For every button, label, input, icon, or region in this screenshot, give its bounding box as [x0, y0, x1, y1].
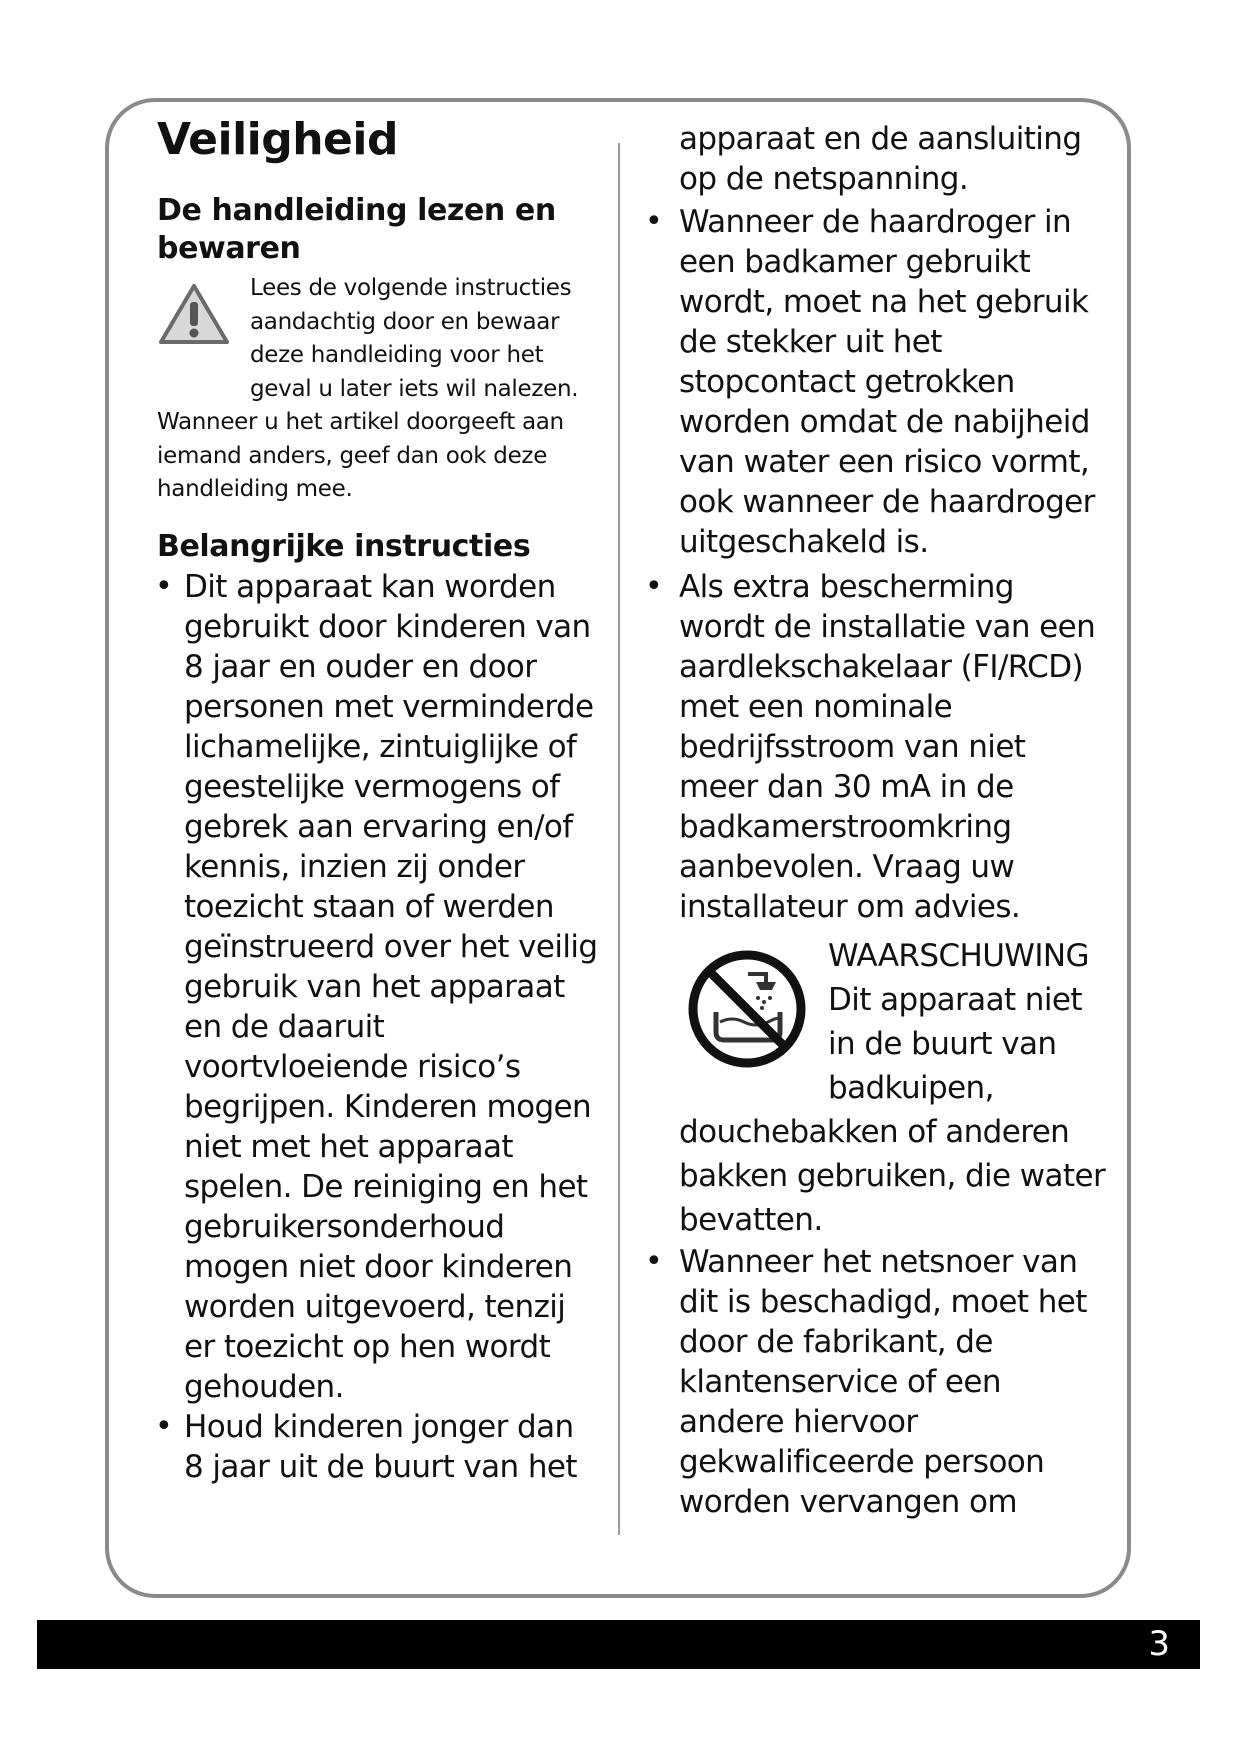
text-line: Wanneer de haardroger in	[679, 204, 1072, 240]
text-line: installateur om advies.	[679, 889, 1021, 925]
text-line: stopcontact getrokken	[679, 364, 1015, 400]
text-line: 8 jaar en ouder en door	[184, 649, 537, 685]
text-line: de stekker uit het	[679, 324, 942, 360]
no-bath-water-icon	[686, 948, 808, 1070]
text-line: voortvloeiende risico’s	[184, 1049, 521, 1085]
text-line: Lees de volgende instructies	[250, 275, 572, 301]
text-line: in de buurt van	[828, 1026, 1057, 1062]
text-line: badkuipen,	[828, 1070, 994, 1106]
text-line: douchebakken of anderen	[679, 1114, 1070, 1150]
list-item-text	[679, 202, 1095, 562]
bullet-icon: •	[645, 1244, 663, 1279]
text-line: begrijpen. Kinderen mogen	[184, 1089, 592, 1125]
text-line: Als extra bescherming	[679, 569, 1014, 605]
list-item-text	[184, 567, 597, 1407]
text-line: handleiding mee.	[157, 476, 353, 502]
text-line: WAARSCHUWING	[828, 938, 1089, 974]
text-line: dit is beschadigd, moet het	[679, 1284, 1087, 1320]
column-divider	[618, 143, 620, 1535]
text-line: niet met het apparaat	[184, 1129, 513, 1165]
text-line: kennis, inzien zij onder	[184, 849, 525, 885]
text-line: gebruik van het apparaat	[184, 969, 565, 1005]
text-line: aanbevolen. Vraag uw	[679, 849, 1015, 885]
bullet-icon: •	[645, 204, 663, 239]
bullet-icon: •	[155, 569, 173, 604]
list-item-text	[679, 567, 1095, 927]
text-line: andere hiervoor	[679, 1404, 918, 1440]
text-line: van water een risico vormt,	[679, 444, 1090, 480]
text-line: een badkamer gebruikt	[679, 244, 1031, 280]
section-heading-instructies: Belangrijke instructies	[157, 529, 531, 564]
text-line: geestelijke vermogens of	[184, 769, 560, 805]
text-line: meer dan 30 mA in de	[679, 769, 1014, 805]
text-line: gehouden.	[184, 1369, 344, 1405]
list-item-text	[184, 1407, 577, 1487]
text-line: met een nominale	[679, 689, 953, 725]
text-line: door de fabrikant, de	[679, 1324, 993, 1360]
text-line: personen met verminderde	[184, 689, 594, 725]
text-line: wordt de installatie van een	[679, 609, 1096, 645]
list-item-text	[679, 1242, 1087, 1522]
text-line: Wanneer u het artikel doorgeeft aan	[157, 409, 564, 435]
text-line: aardlekschakelaar (FI/RCD)	[679, 649, 1083, 685]
warning-continuation	[679, 1110, 1119, 1242]
text-line: badkamerstroomkring	[679, 809, 1012, 845]
text-line: geïnstrueerd over het veilig	[184, 929, 598, 965]
text-line: wordt, moet na het gebruik	[679, 284, 1089, 320]
text-line: mogen niet door kinderen	[184, 1249, 573, 1285]
text-line: worden vervangen om	[679, 1484, 1017, 1520]
text-line: 8 jaar uit de buurt van het	[184, 1449, 577, 1485]
text-line: gebruikt door kinderen van	[184, 609, 591, 645]
text-line: er toezicht op hen wordt	[184, 1329, 551, 1365]
text-line: worden uitgevoerd, tenzij	[184, 1289, 566, 1325]
text-line: Wanneer het netsnoer van	[679, 1244, 1078, 1280]
text-line: spelen. De reiniging en het	[184, 1169, 588, 1205]
bullet-icon: •	[155, 1409, 173, 1444]
page-title: Veiligheid	[157, 114, 398, 165]
continued-text	[679, 119, 1119, 199]
text-line: gebrek aan ervaring en/of	[184, 809, 573, 845]
text-line: bakken gebruiken, die water	[679, 1158, 1106, 1194]
text-line: iemand anders, geef dan ook deze	[157, 442, 548, 469]
text-line: klantenservice of een	[679, 1364, 1001, 1400]
bullet-icon: •	[645, 569, 663, 604]
text-line: deze handleiding voor het	[250, 342, 544, 368]
text-line: geval u later iets wil nalezen.	[250, 375, 579, 402]
text-line: Dit apparaat kan worden	[184, 569, 556, 605]
page-footer-bar	[37, 1620, 1200, 1669]
text-line: apparaat en de aansluiting	[679, 121, 1082, 157]
text-line: aandachtig door en bewaar	[250, 308, 560, 335]
page-number: 3	[1148, 1624, 1170, 1664]
section-heading-handleiding: De handleiding lezen en bewaren	[157, 193, 556, 266]
text-line: Houd kinderen jonger dan	[184, 1409, 574, 1445]
text-line: en de daaruit	[184, 1009, 385, 1045]
text-line: lichamelijke, zintuiglijke of	[184, 729, 577, 765]
text-line: gebruikersonderhoud	[184, 1209, 505, 1245]
text-line: Dit apparaat niet	[828, 982, 1082, 1018]
text-line: worden omdat de nabijheid	[679, 404, 1090, 440]
warning-text	[828, 934, 1108, 1110]
text-line: uitgeschakeld is.	[679, 524, 929, 560]
text-line: op de netspanning.	[679, 161, 969, 197]
warning-triangle-icon	[158, 282, 230, 346]
intro-text	[250, 272, 590, 406]
intro-continuation	[157, 406, 597, 507]
text-line: toezicht staan of werden	[184, 889, 554, 925]
text-line: ook wanneer de haardroger	[679, 484, 1095, 520]
text-line: bedrijfsstroom van niet	[679, 729, 1026, 765]
text-line: gekwalificeerde persoon	[679, 1444, 1045, 1480]
text-line: bevatten.	[679, 1202, 823, 1238]
